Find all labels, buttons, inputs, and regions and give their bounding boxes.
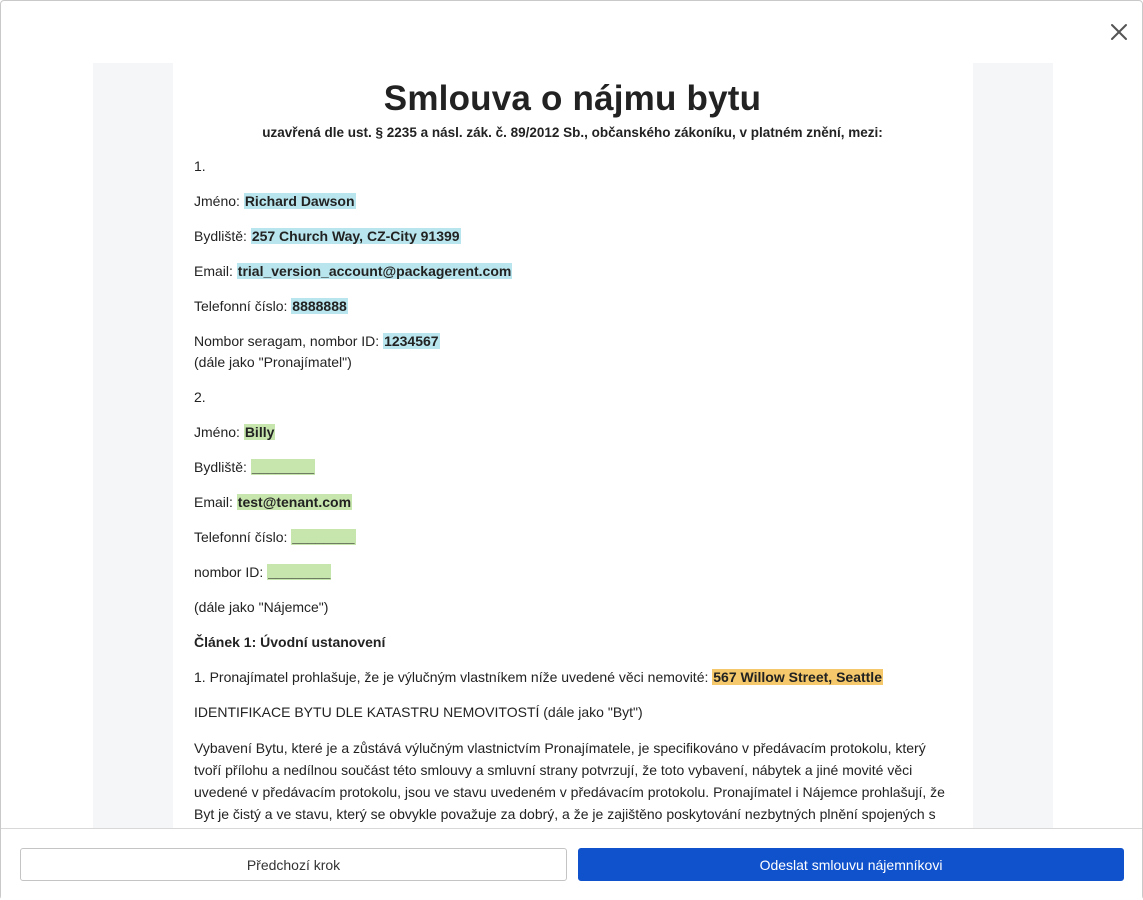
document-page	[173, 63, 973, 828]
close-button[interactable]	[1108, 21, 1130, 43]
article1-clause1-text: 1. Pronajímatel prohlašuje, že je výlučným vlastníkem níže uvedené věci nemovité:	[194, 669, 713, 685]
landlord-number: 1.	[194, 158, 206, 174]
contract-title: Smlouva o nájmu bytu	[383, 79, 762, 118]
landlord-email-label: Email:	[194, 263, 237, 279]
previous-step-button[interactable]: Předchozí krok	[20, 848, 567, 881]
tenant-name-line	[194, 422, 951, 443]
tenant-name-value: Billy	[244, 424, 275, 440]
landlord-address-value: 257 Church Way, CZ-City 91399	[251, 228, 460, 244]
tenant-email-value: test@tenant.com	[237, 494, 352, 510]
landlord-name-value: Richard Dawson	[244, 193, 355, 209]
tenant-email-label: Email:	[194, 494, 237, 510]
landlord-email-value: trial_version_account@packagerent.com	[237, 263, 512, 279]
tenant-id-line	[194, 562, 951, 583]
send-contract-button[interactable]: Odeslat smlouvu nájemníkovi	[578, 848, 1124, 881]
landlord-phone-line	[194, 296, 951, 317]
landlord-email-line	[194, 261, 951, 282]
landlord-id-label: Nombor seragam, nombor ID:	[194, 333, 384, 349]
article1-equipment: Vybavení Bytu, které je a zůstává výlučným vlastnictvím Pronajímatele, je specifikováno v předávacím protokolu, který tvoří přílohu a nedílnou součást této smlouvy a smluvní strany potvrzují, že toto vybavení, nábytek a jiné movité věci uvedené v předávacím protokolu, jsou ve stavu uvedeném v předávacím protokolu. Pronajímatel i Nájemce prohlašují, že Byt je čistý a ve stavu, který se obvykle považuje za dobrý, a že je zajištěno poskytování nezbytných plnění spojených s	[194, 740, 945, 822]
tenant-address-label: Bydliště:	[194, 459, 251, 475]
close-icon	[1108, 21, 1130, 43]
landlord-name-label: Jméno:	[194, 193, 244, 209]
contract-subtitle: uzavřená dle ust. § 2235 a násl. zák. č. 89/2012 Sb., občanského zákoníku, v platném znění, mezi:	[262, 125, 883, 140]
tenant-address-value: ________	[251, 459, 315, 475]
document-viewer[interactable]	[93, 63, 1053, 828]
tenant-phone-value: ________	[292, 529, 355, 545]
article1-clause1	[194, 667, 951, 688]
property-address-value: 567 Willow Street, Seattle	[713, 669, 882, 685]
landlord-id-line	[194, 331, 951, 352]
landlord-phone-value: 8888888	[292, 298, 347, 314]
dialog-footer	[1, 828, 1142, 900]
tenant-name-label: Jméno:	[194, 424, 244, 440]
tenant-address-line	[194, 457, 951, 478]
article1-title: Článek 1: Úvodní ustanovení	[194, 634, 386, 650]
landlord-address-label: Bydliště:	[194, 228, 251, 244]
landlord-address-line	[194, 226, 951, 247]
landlord-role-note: (dále jako "Pronajímatel")	[194, 354, 352, 370]
landlord-name-line	[194, 191, 951, 212]
tenant-phone-line	[194, 527, 951, 548]
landlord-phone-label: Telefonní číslo:	[194, 298, 292, 314]
tenant-id-value: ________	[268, 564, 331, 580]
article1-cadastre: IDENTIFIKACE BYTU DLE KATASTRU NEMOVITOSTÍ (dále jako "Byt")	[194, 704, 643, 720]
tenant-role-note: (dále jako "Nájemce")	[194, 599, 329, 615]
tenant-email-line	[194, 492, 951, 513]
tenant-number: 2.	[194, 389, 206, 405]
tenant-phone-label: Telefonní číslo:	[194, 529, 292, 545]
tenant-id-label: nombor ID:	[194, 564, 268, 580]
landlord-id-value: 1234567	[384, 333, 439, 349]
